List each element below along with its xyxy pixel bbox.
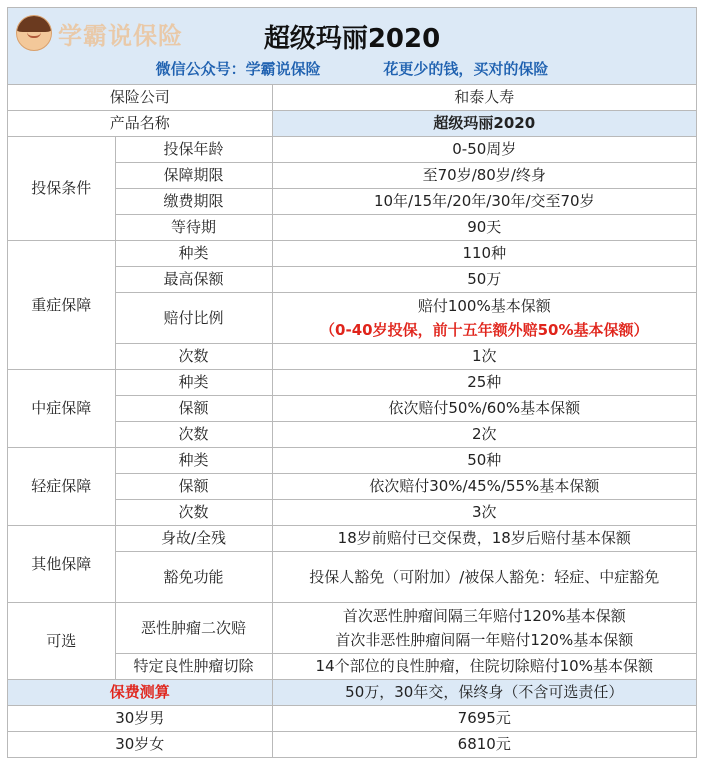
cancer-value-1: 首次恶性肿瘤间隔三年赔付120%基本保额 xyxy=(342,607,626,625)
optional-group: 可选 xyxy=(8,603,115,680)
death-value: 18岁前赔付已交保费，18岁后赔付基本保额 xyxy=(272,526,696,552)
female-label: 30岁女 xyxy=(8,732,272,758)
male-label: 30岁男 xyxy=(8,706,272,732)
premium-label: 保费测算 xyxy=(8,680,272,706)
logo-text: 学霸说保险 xyxy=(58,21,183,50)
critical-max-label: 最高保额 xyxy=(115,267,272,293)
table-row xyxy=(8,706,696,732)
critical-group: 重症保障 xyxy=(8,241,115,370)
product-table xyxy=(8,85,696,757)
moderate-group: 中症保障 xyxy=(8,370,115,448)
mild-kinds-label: 种类 xyxy=(115,448,272,474)
pay-value: 10年/15年/20年/30年/交至70岁 xyxy=(272,189,696,215)
critical-kinds-label: 种类 xyxy=(115,241,272,267)
table-row xyxy=(8,241,696,267)
subtitle-slogan: 花更少的钱，买对的保险 xyxy=(383,60,549,78)
critical-times-label: 次数 xyxy=(115,344,272,370)
wait-label: 等待期 xyxy=(115,215,272,241)
moderate-amount-label: 保额 xyxy=(115,396,272,422)
mild-times-label: 次数 xyxy=(115,500,272,526)
moderate-kinds-label: 种类 xyxy=(115,370,272,396)
insurance-sheet xyxy=(7,7,697,758)
table-row xyxy=(8,85,696,111)
term-label: 保障期限 xyxy=(115,163,272,189)
table-row xyxy=(8,732,696,758)
male-value: 7695元 xyxy=(272,706,696,732)
subtitle xyxy=(8,58,696,79)
moderate-amount-value: 依次赔付50%/60%基本保额 xyxy=(272,396,696,422)
mild-amount-value: 依次赔付30%/45%/55%基本保额 xyxy=(272,474,696,500)
waiver-label: 豁免功能 xyxy=(115,552,272,603)
critical-kinds-value: 110种 xyxy=(272,241,696,267)
critical-ratio-value: 赔付100%基本保额 xyxy=(417,297,551,315)
cancer-value-2: 首次非恶性肿瘤间隔一年赔付120%基本保额 xyxy=(335,631,634,649)
table-row xyxy=(8,370,696,396)
page-title: 超级玛丽2020 xyxy=(263,24,441,54)
cancer-label: 恶性肿瘤二次赔 xyxy=(115,603,272,654)
mild-times-value: 3次 xyxy=(272,500,696,526)
critical-ratio-note: （0-40岁投保，前十五年额外赔50%基本保额） xyxy=(320,321,649,339)
age-label: 投保年龄 xyxy=(115,137,272,163)
critical-ratio-label: 赔付比例 xyxy=(115,293,272,344)
table-row xyxy=(8,603,696,654)
company-label: 保险公司 xyxy=(8,85,272,111)
premium-desc: 50万，30年交，保终身（不含可选责任） xyxy=(272,680,696,706)
table-row xyxy=(8,448,696,474)
table-row xyxy=(8,111,696,137)
death-label: 身故/全残 xyxy=(115,526,272,552)
female-value: 6810元 xyxy=(272,732,696,758)
sheet-header xyxy=(8,8,696,85)
cancer-cell xyxy=(272,603,696,654)
critical-max-value: 50万 xyxy=(272,267,696,293)
table-row xyxy=(8,526,696,552)
benign-value: 14个部位的良性肿瘤，住院切除赔付10%基本保额 xyxy=(272,654,696,680)
table-row xyxy=(8,137,696,163)
mild-amount-label: 保额 xyxy=(115,474,272,500)
waiver-value: 投保人豁免（可附加）/被保人豁免：轻症、中症豁免 xyxy=(272,552,696,603)
other-group: 其他保障 xyxy=(8,526,115,603)
moderate-times-value: 2次 xyxy=(272,422,696,448)
moderate-times-label: 次数 xyxy=(115,422,272,448)
moderate-kinds-value: 25种 xyxy=(272,370,696,396)
term-value: 至70岁/80岁/终身 xyxy=(272,163,696,189)
table-row xyxy=(8,680,696,706)
age-value: 0-50周岁 xyxy=(272,137,696,163)
conditions-group: 投保条件 xyxy=(8,137,115,241)
product-value: 超级玛丽2020 xyxy=(272,111,696,137)
mild-group: 轻症保障 xyxy=(8,448,115,526)
pay-label: 缴费期限 xyxy=(115,189,272,215)
mild-kinds-value: 50种 xyxy=(272,448,696,474)
wait-value: 90天 xyxy=(272,215,696,241)
subtitle-wechat: 微信公众号：学霸说保险 xyxy=(155,60,321,78)
company-value: 和泰人寿 xyxy=(272,85,696,111)
critical-ratio-cell xyxy=(272,293,696,344)
product-label: 产品名称 xyxy=(8,111,272,137)
critical-times-value: 1次 xyxy=(272,344,696,370)
benign-label: 特定良性肿瘤切除 xyxy=(115,654,272,680)
